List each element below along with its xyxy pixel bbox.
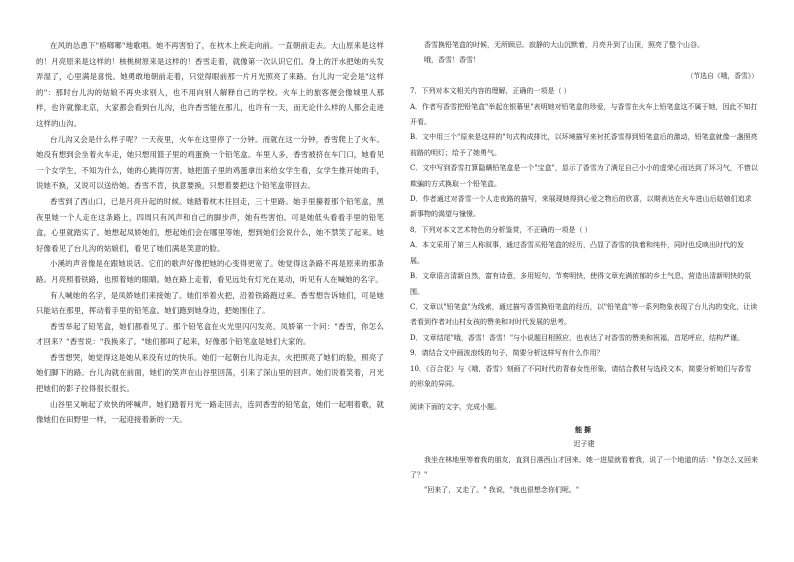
story-line: "回来了，又走了。" 我说，"我也很想念你们呢。" bbox=[424, 486, 580, 495]
question-7: 7．下列对本文相关内容的理解，正确的一项是（ ） bbox=[410, 87, 571, 96]
story-paragraph: 在风的怂恿下"格啷啷"地歌唱。她不再害怕了，在枕木上疾走向前。一直朝前走去。大山原来是这样的！月亮原来是这样的！核桃树原来是这样的！香雪走着，就像第一次认识它们。身上的汗水把她的头发弄湿了，心里满是喜悦。她勇敢地朝前走着，只觉得眼前那一片月光照亮了来路。台儿沟一定会是"这样的"：那时台儿沟的姑娘不再央求别人，也不用向别人解释自己的学校。火车上的旅客便会像城里人那样，也许就像北京，大家都会看到台儿沟，也许香雪能在那儿，也许有一天，而无论什么样的人都会走进这样的山沟。 bbox=[36, 41, 384, 128]
story-paragraph: 有人喊她的名字，是凤娇她们来接她了。她们举着火把，沿着铁路跑过来。香雪想告诉她们，可是她只能站在那里，挥动着手里的铅笔盒。她们跑到她身边，把她围住了。 bbox=[36, 290, 384, 316]
q8-option-d: D．文章结尾"哦，香雪！香雪！"与小说题目相照应，也表达了对香雪的赞美和祝福，首尾呼应，结构严谨。 bbox=[410, 333, 745, 342]
story-paragraph: 台儿沟又会是什么样子呢？一天夜里，火车在这里停了一分钟。而就在这一分钟，香雪爬上了火车。她没有想到会坐着火车走，她只想用篮子里的鸡蛋换一个铅笔盒。车里人多，香雪被挤在车门口，她看见一个女学生，不知为什么，她的心跳得厉害。她把篮子里的鸡蛋拿出来给女学生看，女学生推开她的手，说她不换，又说可以送给她。香雪不肯，执意要换，只想着要把这个铅笔盒带回去。 bbox=[36, 134, 384, 191]
left-column bbox=[36, 38, 384, 499]
q8-option-c: C．文章以"铅笔盒"为线索，通过描写香雪换铅笔盒的经历，以"铅笔盒"等一系列物象表现了台儿沟的变化，让读者看到作者对山村女孩的赞美和对时代发展的思考。 bbox=[410, 302, 758, 327]
right-column bbox=[410, 38, 758, 499]
story-paragraph: 香雪想哭，她觉得这是她从来没有过的快乐。她们一起朝台儿沟走去，火把照亮了她们的脸，照亮了她们脚下的路。台儿沟就在前面，她们的笑声在山谷里回荡，引来了深山里的回声。她们说着笑着，月光把她们的影子拉得很长很长。 bbox=[36, 352, 384, 394]
story-paragraph: 香雪举起了铅笔盒，她们都看见了。那个铅笔盒在火光里闪闪发亮。凤娇第一个问："香雪，你怎么才回来？"香雪说："我换来了。"她们都叫了起来，好像那个铅笔盒是她们大家的。 bbox=[36, 321, 384, 347]
question-9: 9．请结合文中画波浪线的句子，简要分析这样写有什么作用？ bbox=[410, 349, 604, 358]
q8-option-a: A．本文采用了第三人称叙事，通过香雪买铅笔盒的经历，凸显了香雪的执着和纯朴，同时也反映出时代的发展。 bbox=[410, 241, 745, 265]
q8-option-b: B．文章语言清新自然，富有诗意，多用短句，节奏明快，使得文章充满浓郁的乡土气息，营造出清新明快的氛围。 bbox=[410, 272, 752, 296]
story-paragraph: 小溪的声音像是在跟她说话。它们的歌声好像把她的心变得更宽了。她觉得这条路不再是原来的那条路。月亮照着铁路，也照着她的眼睛。她在路上走着，看见远处有灯光在晃动，听见有人在喊她的名字。 bbox=[36, 259, 384, 284]
story-title: 能撕 bbox=[575, 424, 593, 434]
story-author: 迟子建 bbox=[573, 440, 595, 449]
two-column-layout bbox=[36, 38, 758, 499]
question-8: 8．下列对本文艺术特色的分析鉴赏，不正确的一项是（ ） bbox=[410, 225, 592, 234]
source-citation: （节选自《哦，香雪》） bbox=[686, 71, 758, 80]
story-ending-line: 香雪换铅笔盒的时候，无所顾忌。寂静的大山沉默着，月亮升到了山顶，照亮了整个山谷。 bbox=[424, 41, 704, 49]
q7-option-d: D．作者通过对香雪一个人走夜路的描写，来展现她得到心爱之物后的欣喜，以期表达在火车进山后姑娘们追求新事物的渴望与憧憬。 bbox=[410, 195, 752, 219]
story-paragraph: 香雪到了西山口，已是月亮升起的时候。她踏着枕木往回走，三十里路。她手里攥着那个铅笔盒，黑夜里她一个人走在这条路上，四周只有风声和自己的脚步声，她有些害怕。可是她低头看看手里的铅笔盒，心里就踏实了。她想起凤娇她们，想起她们会在哪里等她，想到她们会说什么，她不禁笑了起来。她好像看见了台儿沟的姑娘们，看见了她们满是笑意的脸。 bbox=[36, 196, 384, 253]
spacer bbox=[410, 392, 758, 400]
story-ending-exclamation: 哦，香雪！香雪！ bbox=[424, 56, 480, 65]
reading-prompt: 阅读下面的文字，完成小题。 bbox=[410, 403, 501, 412]
story-line: 我坐在林地里等着我的朋友，直到日落西山才回来。她一进屋就看着我，说了一个地道的话："你怎么又回来了？" bbox=[410, 455, 758, 479]
q7-option-c: C．文中写到香雪打算隐瞒铅笔盒是一个"宝盒"，显示了香雪为了满足自己小小的虚荣心而达到了环习气，不惜以欺骗的方式换取一个铅笔盒。 bbox=[410, 164, 758, 188]
q7-option-a: A．作者写香雪把铅笔盒"举起在银幕里"表明她对铅笔盒的珍爱，与香雪在火车上铅笔盒这不属于她，因此不知打开看。 bbox=[410, 102, 758, 127]
question-10: 10．《百合花》与《哦，香雪》刻画了不同时代的青春女性形象，请结合教材与选段文本，简要分析她们与香雪的形象的异同。 bbox=[410, 364, 752, 388]
q7-option-b: B．文中用三个"原来是这样的"句式构成排比，以环境描写来衬托香雪得到铅笔盒后的激动，铅笔盒就像一盏照亮前路的明灯；给予了她勇气。 bbox=[410, 133, 758, 157]
story-paragraph: 山谷里又响起了欢快的呼喊声。她们踏着月光一路走回去，连同香雪的铅笔盒，她们一起唱着歌，就像她们在田野里一样，一起迎接着新的一天。 bbox=[36, 399, 384, 425]
